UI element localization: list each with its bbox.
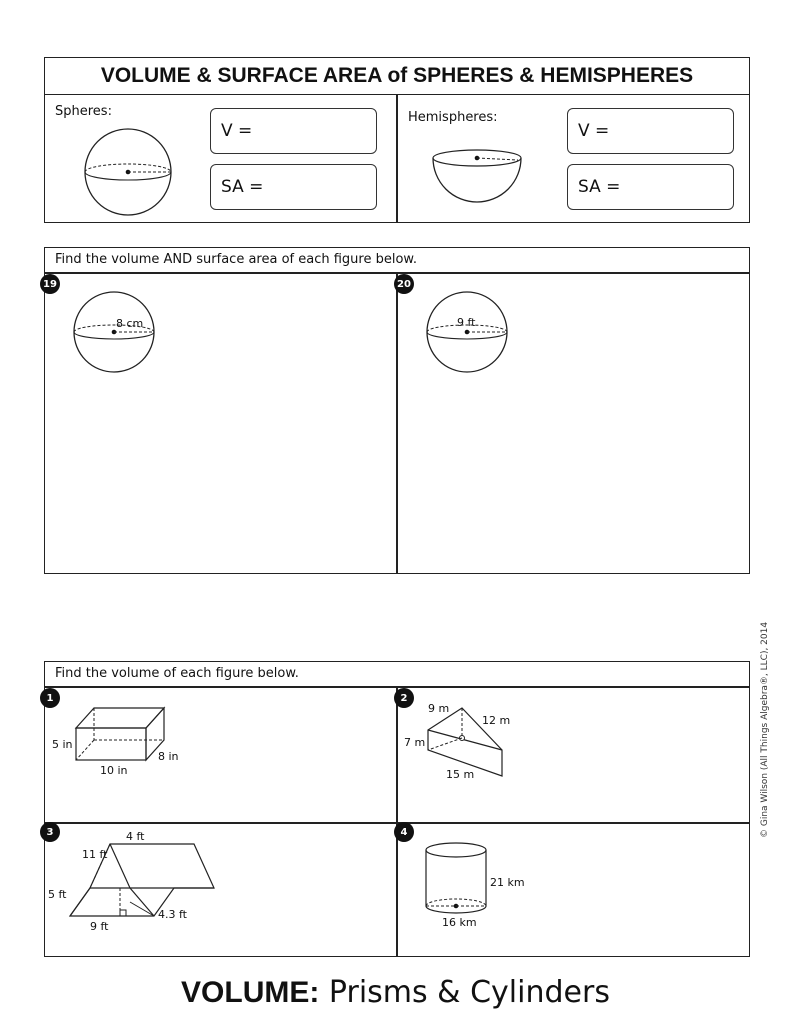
problem-number-3: 3 <box>40 822 60 842</box>
triangular-prism-figure <box>400 700 530 785</box>
cylinder-height-label: 21 km <box>490 876 525 889</box>
page-title: VOLUME & SURFACE AREA of SPHERES & HEMISPHERES <box>44 57 750 95</box>
section1-divider <box>396 272 398 574</box>
problem-number-20: 20 <box>394 274 414 294</box>
triangle-height-label: 7 m <box>404 736 426 749</box>
top-edge-label: 4 ft <box>126 830 145 843</box>
rectangular-prism-figure <box>46 700 196 785</box>
problem-number-1: 1 <box>40 688 60 708</box>
radius-label-19: 8 cm <box>116 317 144 330</box>
reference-divider <box>396 95 398 223</box>
bottom-edge-label: 9 ft <box>90 920 109 933</box>
section2-instruction: Find the volume of each figure below. <box>55 666 299 681</box>
copyright-notice: © Gina Wilson (All Things Algebra®, LLC), 2014 <box>760 621 770 838</box>
hemisphere-surface-area-field[interactable]: SA = <box>567 164 734 210</box>
sphere-surface-area-field[interactable]: SA = <box>210 164 377 210</box>
problem-number-19: 19 <box>40 274 60 294</box>
sphere-figure-20 <box>422 290 514 374</box>
cylinder-figure <box>420 838 530 933</box>
width-label: 8 in <box>158 750 179 763</box>
section1-instruction: Find the volume AND surface area of each figure below. <box>55 252 417 267</box>
sphere-figure-19 <box>66 290 162 374</box>
problem-number-4: 4 <box>394 822 414 842</box>
height-label: 5 in <box>52 738 73 751</box>
sphere-volume-field[interactable]: V = <box>210 108 377 154</box>
trapezoidal-prism-figure <box>46 828 226 938</box>
hemisphere-volume-field[interactable]: V = <box>567 108 734 154</box>
hemisphere-icon <box>430 145 526 205</box>
footer-bold: VOLUME: <box>181 976 320 1009</box>
trapezoid-height-label: 5 ft <box>48 888 67 901</box>
base-label: 9 m <box>428 702 450 715</box>
prism-length-label: 15 m <box>446 768 475 781</box>
slant-edge-label: 4.3 ft <box>158 908 187 921</box>
spheres-label: Spheres: <box>55 104 112 119</box>
footer-subtitle: Prisms & Cylinders <box>328 975 610 1010</box>
slant-label: 12 m <box>482 714 511 727</box>
hemispheres-label: Hemispheres: <box>408 110 498 125</box>
diameter-label-20: 9 ft <box>457 316 476 329</box>
cylinder-diameter-label: 16 km <box>442 916 477 929</box>
page-footer-title <box>0 975 791 1010</box>
length-label: 10 in <box>100 764 128 777</box>
depth-label: 11 ft <box>82 848 108 861</box>
problem-number-2: 2 <box>394 688 414 708</box>
sphere-icon <box>82 127 178 217</box>
